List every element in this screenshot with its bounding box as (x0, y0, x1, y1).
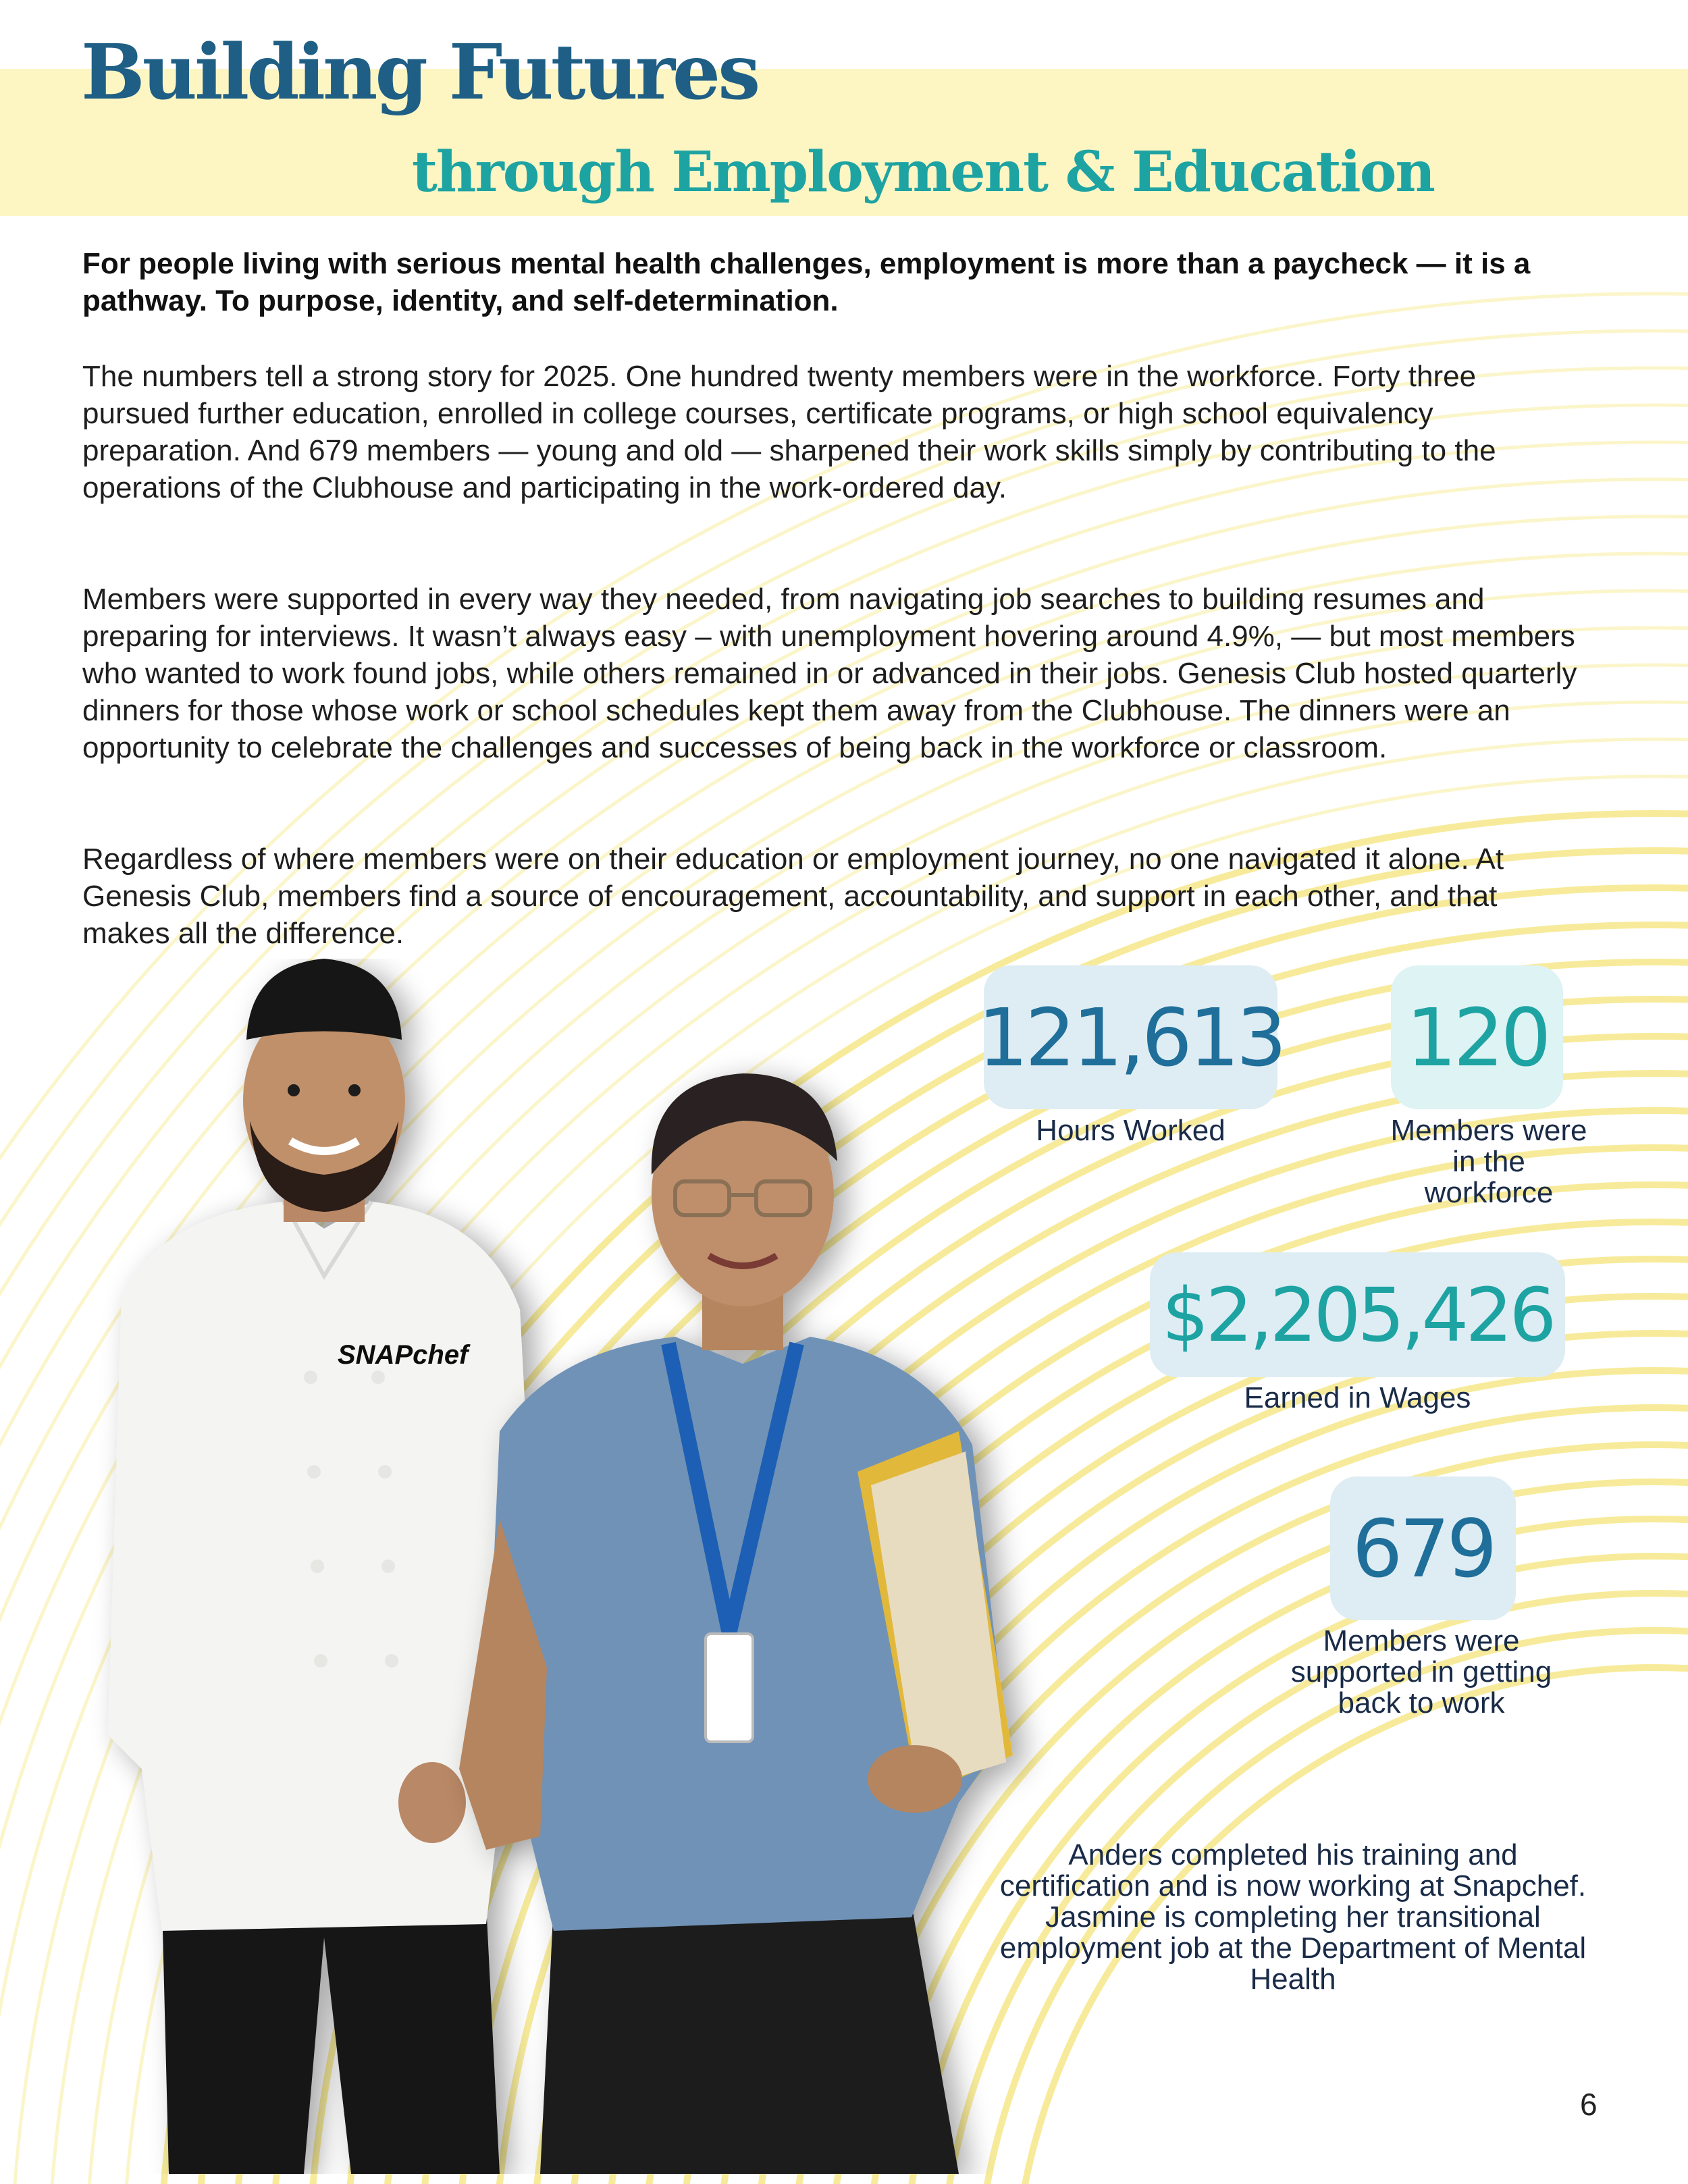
page-number: 6 (1580, 2087, 1598, 2122)
stat-members-label: Members were in the workforce (1390, 1114, 1587, 1209)
stat-members-value: 120 (1391, 965, 1563, 1109)
stat-supported-label: Members were supported in getting back to work (1290, 1624, 1552, 1720)
paragraph-statistics: The numbers tell a strong story for 2025. One hundred twenty members were in the workforce. Forty three pursued further education, enrolled in college courses, certificate programs, or high school equivalency preparation. And 679 members — young and old — sharpened their work skills simply by contributing to the operations of the Clubhouse and participating in the work-ordered day. (82, 360, 1496, 504)
lead-paragraph: For people living with serious mental health challenges, employment is more than a paycheck — it is a pathway. To purpose, identity, and self-determination. (82, 247, 1531, 317)
members-photo (81, 959, 1094, 2174)
stat-hours-value: 121,613 (984, 965, 1277, 1109)
stat-supported-value: 679 (1330, 1476, 1516, 1620)
paragraph-community: Regardless of where members were on their education or employment journey, no one navigated it alone. At Genesis Club, members find a source of encouragement, accountability, and support in each other, and that makes all the difference. (82, 843, 1504, 950)
photo-caption: Anders completed his training and certification and is now working at Snapchef. Jasmine is completing her transitional employment job at the Department of Mental Health (999, 1838, 1587, 1996)
stat-hours-label: Hours Worked (1036, 1114, 1225, 1147)
stat-wages-label: Earned in Wages (1244, 1381, 1471, 1414)
woman-person (459, 1073, 1013, 2174)
page-title: Building Futures (81, 28, 758, 117)
chef-person (108, 959, 540, 2174)
page-subtitle: through Employment & Education (412, 140, 1435, 205)
paragraph-support: Members were supported in every way they needed, from navigating job searches to building resumes and preparing for interviews. It wasn’t always easy – with unemployment hovering around 4.9%, — but most members who wanted to work found jobs, while others remained in or advanced in their jobs. Genesis Club hosted quarterly dinners for those whose work or school schedules kept them away from the Clubhouse. The dinners were an opportunity to celebrate the challenges and successes of being back in the workforce or classroom. (82, 583, 1577, 764)
snapchef-logo-text: SNAPchef (338, 1340, 469, 1370)
stat-wages-value: $2,205,426 (1150, 1252, 1565, 1377)
